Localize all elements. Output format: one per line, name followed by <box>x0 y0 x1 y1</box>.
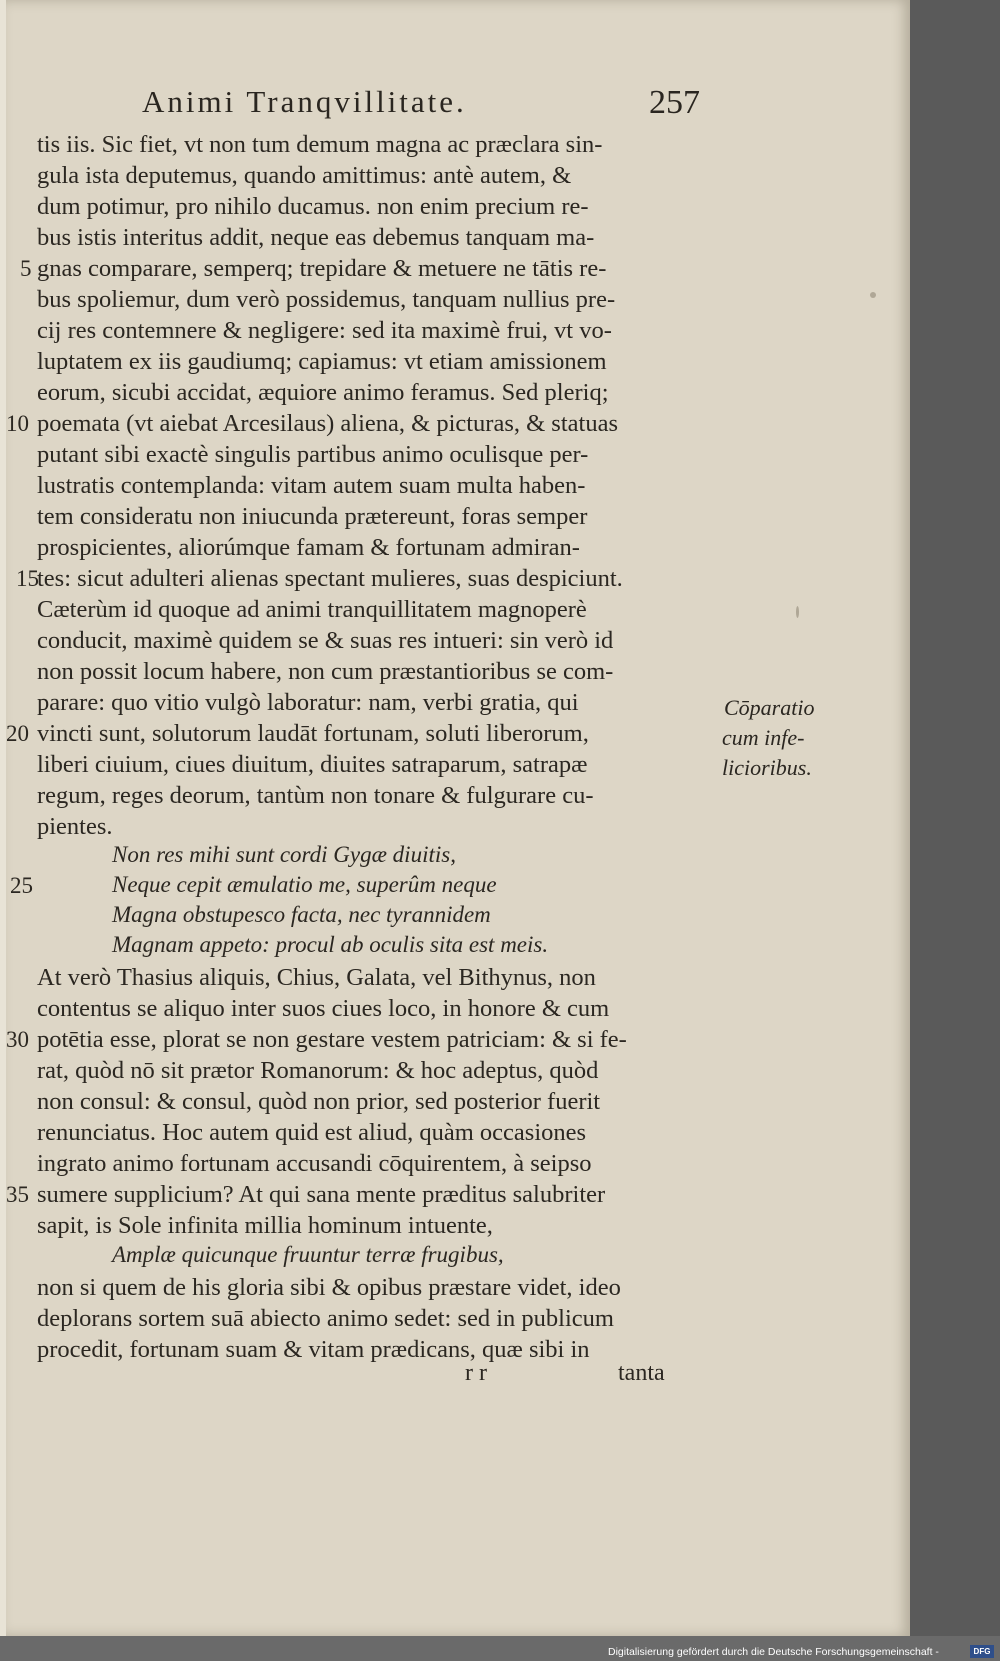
text-line: gnas comparare, semperq; trepidare & metuere ne tātis re- <box>37 255 607 282</box>
text-line: sumere supplicium? At qui sana mente præditus salubriter <box>37 1181 606 1208</box>
text-line: pientes. <box>37 813 113 840</box>
text-line: procedit, fortunam suam & vitam prædicans, quæ sibi in <box>37 1336 590 1363</box>
text-line: tem consideratu non iniucunda prætereunt, foras semper <box>37 503 588 530</box>
verse-line: Non res mihi sunt cordi Gygæ diuitis, <box>112 842 456 867</box>
text-line: lustratis contemplanda: vitam autem suam multa haben- <box>37 472 586 499</box>
line-number: 20 <box>6 721 29 746</box>
text-line: potētia esse, plorat se non gestare vestem patriciam: & si fe- <box>37 1026 627 1053</box>
text-line: cij res contemnere & negligere: sed ita maximè frui, vt vo- <box>37 317 612 344</box>
text-line: sapit, is Sole infinita millia hominum intuente, <box>37 1212 493 1239</box>
text-line: conducit, maximè quidem se & suas res intueri: sin verò id <box>37 627 614 654</box>
dfg-logo: DFG <box>970 1645 994 1658</box>
text-line: non consul: & consul, quòd non prior, sed posterior fuerit <box>37 1088 601 1115</box>
text-line: renunciatus. Hoc autem quid est aliud, quàm occasiones <box>37 1119 587 1146</box>
margin-note-line: licioribus. <box>722 755 812 780</box>
catchword: tanta <box>618 1360 665 1386</box>
text-line: regum, reges deorum, tantùm non tonare & fulgurare cu- <box>37 782 594 809</box>
running-title: Animi Tranqvillitate. <box>142 84 467 119</box>
signature-mark: r r <box>465 1360 487 1386</box>
margin-note-line: cum infe- <box>722 725 805 750</box>
text-line: non possit locum habere, non cum præstantioribus se com- <box>37 658 614 685</box>
digitization-credit: Digitalisierung gefördert durch die Deutsche Forschungsgemeinschaft - <box>608 1646 939 1658</box>
text-line: non si quem de his gloria sibi & opibus præstare videt, ideo <box>37 1274 621 1301</box>
text-line: bus istis interitus addit, neque eas debemus tanquam ma- <box>37 224 595 251</box>
text-line: luptatem ex iis gaudiumq; capiamus: vt etiam amissionem <box>37 348 607 375</box>
line-number: 25 <box>10 873 33 898</box>
margin-note-line: Cōparatio <box>724 695 815 720</box>
text-line: dum potimur, pro nihilo ducamus. non enim precium re- <box>37 193 589 220</box>
text-line: liberi ciuium, ciues diuitum, diuites satraparum, satrapæ <box>37 751 588 778</box>
text-line: Cæterùm id quoque ad animi tranquillitatem magnoperè <box>37 596 587 623</box>
text-line: deplorans sortem suā abiecto animo sedet: sed in publicum <box>37 1305 614 1332</box>
text-line: tis iis. Sic fiet, vt non tum demum magna ac præclara sin- <box>37 131 603 158</box>
text-line: ingrato animo fortunam accusandi cōquirentem, à seipso <box>37 1150 592 1177</box>
text-line: vincti sunt, solutorum laudāt fortunam, soluti liberorum, <box>37 720 589 747</box>
line-number: 15 <box>16 566 39 591</box>
text-line: tes: sicut adulteri alienas spectant mulieres, suas despiciunt. <box>37 565 623 592</box>
text-line: putant sibi exactè singulis partibus animo oculisque per- <box>37 441 589 468</box>
line-number: 10 <box>6 411 29 436</box>
text-line: gula ista deputemus, quando amittimus: antè autem, & <box>37 162 572 189</box>
text-line: contentus se aliquo inter suos ciues loco, in honore & cum <box>37 995 610 1022</box>
verse-line: Neque cepit æmulatio me, superûm neque <box>112 872 497 897</box>
text-line: eorum, sicubi accidat, æquiore animo feramus. Sed pleriq; <box>37 379 609 406</box>
line-number: 5 <box>20 256 32 281</box>
verse-line: Magnam appeto: procul ab oculis sita est meis. <box>112 932 549 957</box>
line-number: 35 <box>6 1182 29 1207</box>
page-number: 257 <box>649 84 700 121</box>
verse-line: Magna obstupesco facta, nec tyrannidem <box>112 902 491 927</box>
text-line: bus spoliemur, dum verò possidemus, tanquam nullius pre- <box>37 286 616 313</box>
text-line: poemata (vt aiebat Arcesilaus) aliena, & picturas, & statuas <box>37 410 618 437</box>
text-line: At verò Thasius aliquis, Chius, Galata, vel Bithynus, non <box>37 964 596 991</box>
text-line: parare: quo vitio vulgò laboratur: nam, verbi gratia, qui <box>37 689 579 716</box>
line-number: 30 <box>6 1027 29 1052</box>
verse-line: Amplæ quicunque fruuntur terræ frugibus, <box>112 1242 504 1267</box>
text-line: prospicientes, aliorúmque famam & fortunam admiran- <box>37 534 580 561</box>
text-line: rat, quòd nō sit prætor Romanorum: & hoc adeptus, quòd <box>37 1057 599 1084</box>
